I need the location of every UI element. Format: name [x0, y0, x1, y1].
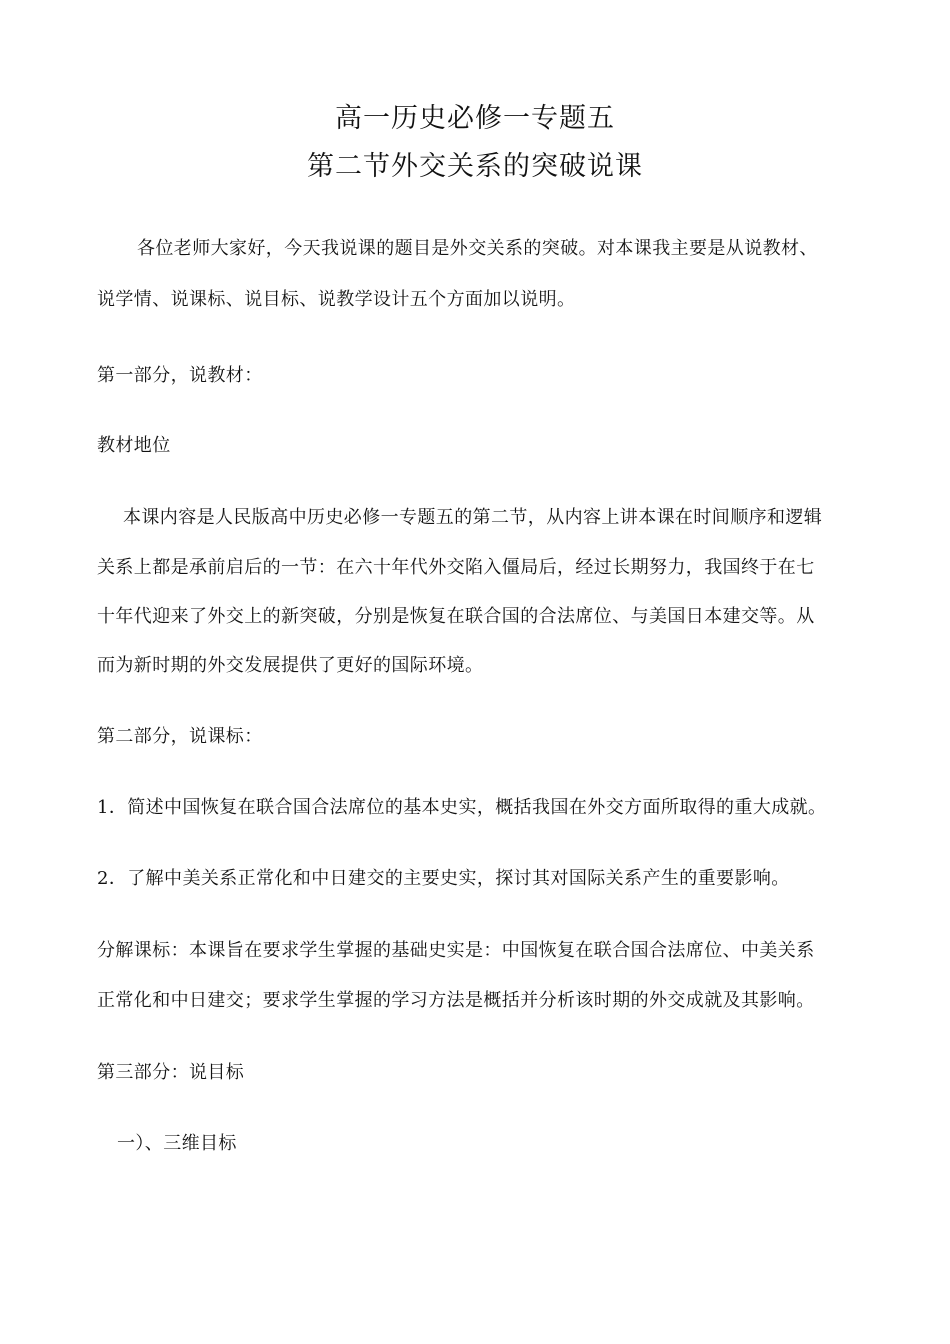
- textbook-position-line-1: 本课内容是人民版高中历史必修一专题五的第二节，从内容上讲本课在时间顺序和逻辑: [123, 507, 823, 528]
- intro-line-2: 说学情、说课标、说目标、说教学设计五个方面加以说明。: [97, 289, 576, 310]
- document-title-line2: 第二节外交关系的突破说课: [307, 151, 643, 182]
- textbook-position-line-2: 关系上都是承前启后的一节：在六十年代外交陷入僵局后，经过长期努力，我国终于在七: [97, 557, 815, 578]
- textbook-position-line-3: 十年代迎来了外交上的新突破，分别是恢复在联合国的合法席位、与美国日本建交等。从: [97, 606, 815, 627]
- textbook-position-line-4: 而为新时期的外交发展提供了更好的国际环境。: [97, 655, 484, 676]
- standard-breakdown-line-2: 正常化和中日建交；要求学生掌握的学习方法是概括并分析该时期的外交成就及其影响。: [97, 990, 815, 1011]
- standard-item-1: 1．简述中国恢复在联合国合法席位的基本史实，概括我国在外交方面所取得的重大成就。: [97, 797, 827, 818]
- intro-line-1: 各位老师大家好，今天我说课的题目是外交关系的突破。对本课我主要是从说教材、: [137, 238, 818, 259]
- part1-heading: 第一部分，说教材：: [97, 365, 263, 386]
- part2-heading: 第二部分，说课标：: [97, 726, 263, 747]
- document-title-line1: 高一历史必修一专题五: [335, 103, 615, 134]
- goals-sub-heading: 一）、三维目标: [117, 1133, 237, 1154]
- textbook-position-heading: 教材地位: [97, 435, 171, 456]
- standard-item-2: 2．了解中美关系正常化和中日建交的主要史实，探讨其对国际关系产生的重要影响。: [97, 868, 790, 889]
- part3-heading: 第三部分：说目标: [97, 1062, 245, 1083]
- standard-breakdown-line-1: 分解课标：本课旨在要求学生掌握的基础史实是：中国恢复在联合国合法席位、中美关系: [97, 940, 815, 961]
